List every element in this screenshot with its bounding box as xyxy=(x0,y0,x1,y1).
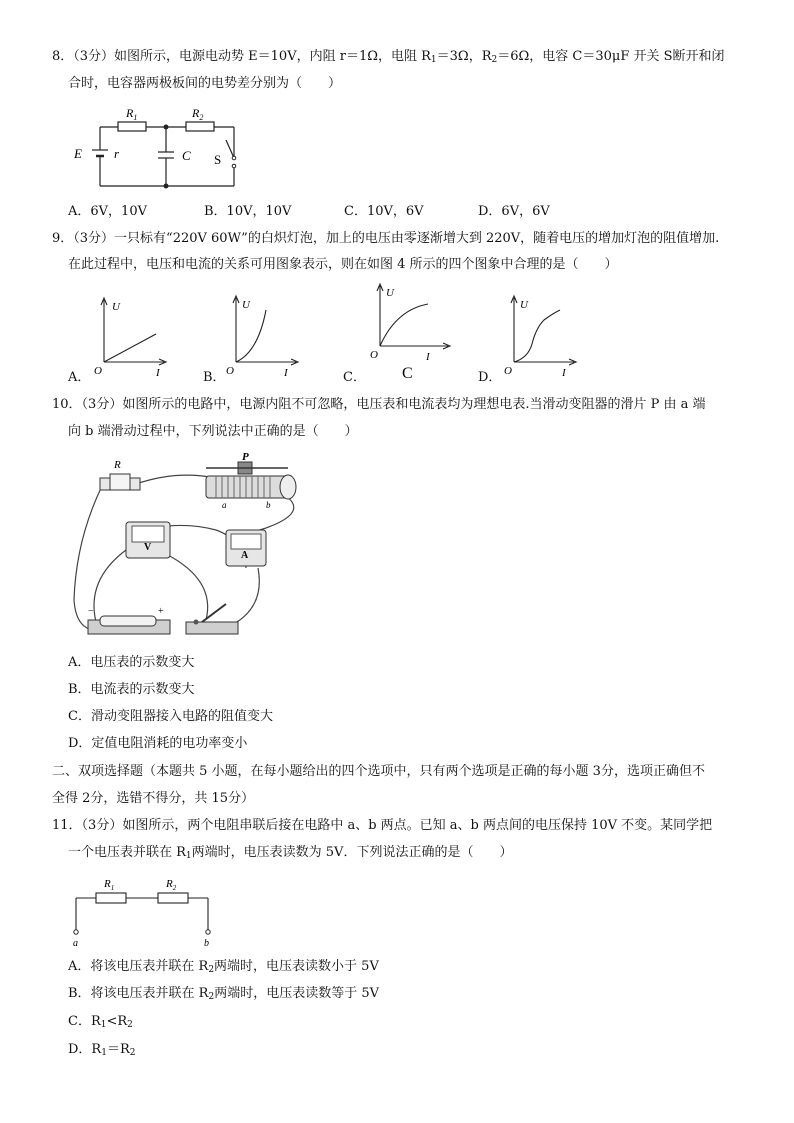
q9-d-u: U xyxy=(520,299,528,311)
q11-stem-line1: 11．（3分）如图所示，两个电阻串联后接在电路中 a、b 两点。已知 a、b 两点间的电压保持 10V 不变。某同学把 xyxy=(52,818,713,833)
q10-label-b: b xyxy=(266,500,271,510)
q9-b-i: I xyxy=(284,367,288,378)
q9-c-o: O xyxy=(370,349,378,361)
q8-label-r2: $R_2$ xyxy=(192,106,204,122)
q10-label-am: A xyxy=(241,550,249,561)
q11-option-d[interactable]: D．$R_1=R_2$ xyxy=(68,1042,136,1058)
q8-option-d[interactable]: D．6V，6V xyxy=(478,204,550,219)
q11-label-r2: $R_2$ xyxy=(166,878,177,892)
q8-option-a[interactable]: A．6V，10V xyxy=(68,204,147,219)
q9-a-i: I xyxy=(156,367,160,378)
q9-c-u: U xyxy=(386,287,394,299)
section2-heading-line2: 全得 2分，选错不得分，共 15分） xyxy=(52,791,255,806)
q8-label-c: C xyxy=(182,148,191,163)
q11-stem-line2: 一个电压表并联在 $R_1$两端时，电压表读数为 5V．下列说法正确的是（ ） xyxy=(68,845,513,861)
q10-label-plus: + xyxy=(158,606,164,617)
q10-label-v: V xyxy=(144,542,152,553)
q10-stem-line2: 向 b 端滑动过程中，下列说法中正确的是（ ） xyxy=(68,424,358,439)
q9-b-o: O xyxy=(226,365,234,377)
q11-option-a[interactable]: A．将该电压表并联在 $R_2$两端时，电压表读数小于 5V xyxy=(68,959,379,975)
q8-label-r1: $R_1$ xyxy=(126,106,138,122)
q9-option-b[interactable]: B． xyxy=(203,370,226,385)
q10-label-a: a xyxy=(222,500,227,510)
q8-option-c[interactable]: C．10V，6V xyxy=(344,204,424,219)
q9-graph-d xyxy=(500,292,580,378)
q9-graph-c xyxy=(366,280,452,384)
section2-heading-line1: 二、双项选择题（本题共 5 小题，在每小题给出的四个选项中，只有两个选项是正确的每小题 3分，选项正确但不 xyxy=(52,764,705,779)
q9-stem-line1: 9．（3分）一只标有“220V 60W”的白炽灯泡，加上的电压由零逐渐增大到 220V，随着电压的增加灯泡的阻值增加. xyxy=(52,231,720,246)
q8-label-e: E xyxy=(74,146,82,161)
q9-option-a[interactable]: A． xyxy=(68,370,91,385)
q10-option-b[interactable]: B．电流表的示数变大 xyxy=(68,682,195,697)
q8-label-s: S xyxy=(214,152,222,167)
q10-option-a[interactable]: A．电压表的示数变大 xyxy=(68,655,195,670)
q8-option-b[interactable]: B．10V，10V xyxy=(204,204,292,219)
q9-a-o: O xyxy=(94,365,102,377)
q8-stem-line2: 合时，电容器两极板间的电势差分别为（ ） xyxy=(68,76,342,91)
q9-stem-line2: 在此过程中，电压和电流的关系可用图象表示，则在如图 4 所示的四个图象中合理的是（ ） xyxy=(68,257,618,272)
q9-d-o: O xyxy=(504,365,512,377)
q11-label-r1: $R_1$ xyxy=(104,878,115,892)
q11-option-c[interactable]: C．$R_1<R_2$ xyxy=(68,1014,133,1030)
q11-label-b: b xyxy=(204,938,209,949)
q10-option-d[interactable]: D．定值电阻消耗的电功率变小 xyxy=(68,736,248,751)
q11-option-b[interactable]: B．将该电压表并联在 $R_2$两端时，电压表读数等于 5V xyxy=(68,986,380,1002)
q9-c-i: I xyxy=(426,351,430,363)
q10-label-minus: − xyxy=(88,606,94,617)
q10-circuit-picture xyxy=(66,450,316,646)
q9-option-d[interactable]: D． xyxy=(478,370,502,385)
q9-d-i: I xyxy=(562,367,566,378)
q10-stem-line1: 10．（3分）如图所示的电路中，电源内阻不可忽略，电压表和电流表均为理想电表.当滑动变阻器的滑片 P 由 a 端 xyxy=(52,397,706,412)
q10-option-c[interactable]: C．滑动变阻器接入电路的阻值变大 xyxy=(68,709,273,724)
q9-c-big-label: C xyxy=(402,365,413,382)
q9-b-u: U xyxy=(242,299,250,311)
q9-graph-b xyxy=(222,292,302,378)
q9-a-u: U xyxy=(112,301,120,313)
q9-option-c[interactable]: C． xyxy=(343,370,366,385)
q8-label-r: r xyxy=(114,146,120,161)
q10-label-p: P xyxy=(242,451,249,463)
q11-label-a: a xyxy=(73,938,78,949)
q9-graph-a xyxy=(90,294,170,378)
q10-label-r: R xyxy=(114,459,121,471)
q8-circuit-diagram xyxy=(66,100,256,192)
q11-circuit-diagram xyxy=(66,872,226,950)
q8-stem-line1: 8．（3分）如图所示，电源电动势 E＝10V，内阻 r＝1Ω，电阻 $R_1=3\Omega$，$R_2=6\Omega$，电容 C＝30μF 开关 S断开和闭 xyxy=(52,49,725,65)
